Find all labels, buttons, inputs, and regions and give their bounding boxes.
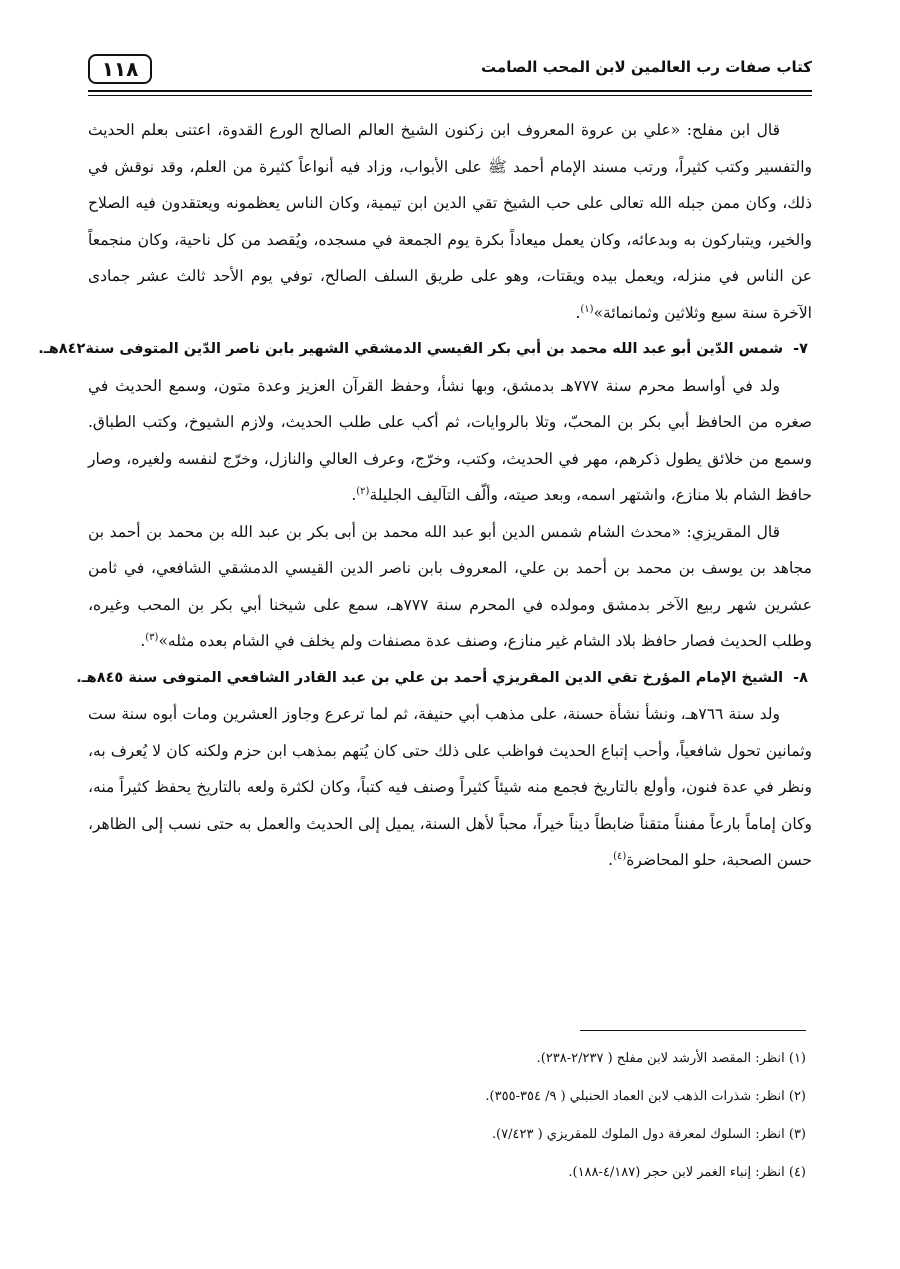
page-number bbox=[88, 54, 152, 84]
section-title-8: الشيخ الإمام المؤرخ تقي الدين المقريزي أحمد بن علي بن عبد القادر الشافعي المتوفى سنة ٨٤٥هـ. bbox=[76, 669, 784, 686]
paragraph-end: . bbox=[575, 303, 581, 322]
footnote-3: (٣) انظر: السلوك لمعرفة دول الملوك للمقريزي ( ٧/٤٢٣). bbox=[491, 1127, 806, 1142]
paragraph-end: . bbox=[140, 632, 146, 650]
footnote-2: (٢) انظر: شذرات الذهب لابن العماد الحنبلي ( ٩/ ٣٥٤-٣٥٥). bbox=[485, 1089, 806, 1104]
section-heading-7 bbox=[38, 331, 812, 368]
paragraph-text: ولد سنة ٧٦٦هـ، ونشأ نشأة حسنة، على مذهب أبي حنيفة، ثم لما ترعرع وجاوز العشرين ومات أبوه سنة ست وثمانين تحول شافعياً، وأحب إتباع الحديث فواظب على ذلك حتى كان يُتهم بمذهب ابن حزم ولكنه كان لا يُعرف به، ونظر في عدة فنون، وأولع بالتاريخ فجمع منه شيئاً كثيراً وصنف فيه كتباً، وكان لكثرة ولعه بالتاريخ يحفظ كثيراً منه، وكان إماماً بارعاً مفنناً متقناً ضابطاً ديناً خيراً، محباً لأهل السنة، يميل إلى الحديث والعمل به حتى نسب إلى الظاهر، حسن الصحبة، حلو المحاضرة bbox=[88, 705, 812, 869]
section-heading-8 bbox=[76, 660, 812, 697]
footnote-separator bbox=[580, 1030, 806, 1031]
paragraph-text: ولد في أواسط محرم سنة ٧٧٧هـ بدمشق، وبها نشأ، وحفظ القرآن العزيز وعدة متون، وسمع الحديث في صغره من الحافظ أبي بكر بن المحبّ، وتلا بالروايات، ثم أكب على طلب الحديث، ولازم الشيوخ، وكتب الطباق. وسمع من خلائق يطول ذكرهم، مهر في الحديث، وكتب، وخرّج، وعرف العالي والنازل، وخرّج لنفسه ولغيره، وصار حافظ الشام بلا منازع، واشتهر اسمه، وبعد صيته، وألّف التآليف الجليلة bbox=[88, 376, 812, 504]
footnote-ref-4: (٤) bbox=[613, 850, 627, 862]
section-number-8: ٨- bbox=[793, 669, 808, 686]
footnote-4: (٤) انظر: إنباء الغمر لابن حجر (٤/١٨٧-١٨٨). bbox=[568, 1165, 806, 1180]
paragraph-text: قال المقريزي: «محدث الشام شمس الدين أبو عبد الله محمد بن أبى بكر بن عبد الله بن محمد بن أحمد بن مجاهد بن يوسف بن محمد بن أحمد بن علي، المعروف بابن ناصر الدين القيسي الدمشقي الشافعي، في ثامن عشرين شهر ربيع الآخر بدمشق ومولده في المحرم سنة ٧٧٧هـ، سمع على شيخنا أبي بكر بن المحب وغيره، وطلب الحديث فصار حافظ بلاد الشام غير منازع، وصنف عدة مصنفات ولم يخلف في الشام بعده مثله» bbox=[88, 522, 812, 650]
paragraph-ibn-muflih-quote bbox=[88, 112, 812, 331]
page-number-text: ١١٨ bbox=[101, 57, 139, 81]
paragraph-ibn-nasir-biography bbox=[88, 368, 812, 514]
header-rule-thin bbox=[88, 95, 812, 96]
paragraph-text: قال ابن مفلح: «علي بن عروة المعروف ابن زكنون الشيخ العالم الصالح الورع القدوة، اعتنى بعلم الحديث والتفسير وكتب كثيراً، ورتب مسند الإمام أحمد ﷺ على الأبواب، وزاد فيه أنواعاً كثيرة من العلم، وقد نوقش في ذلك، وكان ممن جبله الله تعالى على حب الشيخ تقي الدين ابن تيمية، وكان الناس يعظمونه ويعتقدون فيه الصلاح والخير، ويتباركون به وبدعائه، وكان يعمل ميعاداً بكرة يوم الجمعة في مسجده، ويُقصد من كل ناحية، وكان منجمعاً عن الناس في منزله، ويعمل بيده ويقتات، وهو على طريق السلف الصالح، توفي يوم الأحد ثالث عشر جمادى الآخرة سنة سبع وثلاثين وثمانمائة» bbox=[88, 121, 812, 322]
header-rule bbox=[88, 90, 812, 92]
paragraph-maqrizi-biography bbox=[88, 696, 812, 879]
running-title: كتاب صفات رب العالمين لابن المحب الصامت bbox=[481, 58, 812, 76]
footnote-ref-3: (٣) bbox=[145, 631, 159, 643]
footnote-1: (١) انظر: المقصد الأرشد لابن مفلح ( ٢/٢٣٧-٢٣٨). bbox=[536, 1051, 806, 1066]
section-title-7: شمس الدّين أبو عبد الله محمد بن أبي بكر القيسي الدمشقي الشهير بابن ناصر الدّين المتوفى سنة٨٤٢هـ. bbox=[38, 341, 784, 357]
page-header bbox=[88, 54, 812, 96]
paragraph-end: . bbox=[608, 851, 614, 869]
body-text bbox=[38, 112, 812, 879]
section-number-7: ٧- bbox=[793, 341, 808, 357]
paragraph-end: . bbox=[351, 486, 357, 504]
paragraph-maqrizi-quote bbox=[88, 514, 812, 660]
footnotes bbox=[88, 1040, 806, 1192]
footnote-ref-1: (١) bbox=[580, 303, 594, 315]
footnote-ref-2: (٢) bbox=[356, 485, 370, 497]
